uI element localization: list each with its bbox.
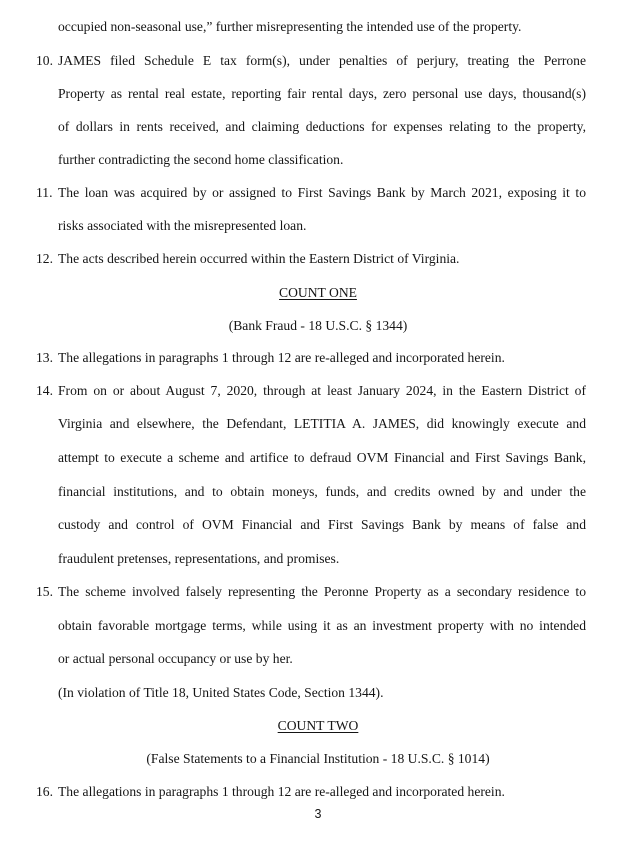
- count-one-statute: (Bank Fraud - 18 U.S.C. § 1344): [228, 318, 408, 333]
- paragraph-line: JAMES filed Schedule E tax form(s), under penalties of perjury, treating the Perrone: [58, 53, 586, 68]
- paragraph-number: 13.: [36, 350, 53, 365]
- paragraph-line: financial institutions, and to obtain moneys, funds, and credits owned by and under the: [58, 484, 586, 499]
- paragraph-9-continuation: occupied non-seasonal use,” further misrepresenting the intended use of the property.: [58, 19, 522, 34]
- count-one-heading: [0, 285, 636, 301]
- paragraph-line: The scheme involved falsely representing the Peronne Property as a secondary residence to: [58, 584, 586, 599]
- paragraph-line: Property as rental real estate, reporting fair rental days, zero personal use days, thousand(s): [58, 86, 586, 101]
- paragraph-line: From on or about August 7, 2020, through at least January 2024, in the Eastern District of: [58, 383, 586, 398]
- paragraph-line: The loan was acquired by or assigned to First Savings Bank by March 2021, exposing it to: [58, 185, 586, 200]
- paragraph-line: further contradicting the second home classification.: [58, 152, 344, 167]
- paragraph-line: The allegations in paragraphs 1 through 12 are re-alleged and incorporated herein.: [58, 350, 505, 365]
- paragraph-line: The acts described herein occurred within the Eastern District of Virginia.: [58, 251, 460, 266]
- paragraph-line: fraudulent pretenses, representations, and promises.: [58, 551, 340, 566]
- paragraph-line: Virginia and elsewhere, the Defendant, LETITIA A. JAMES, did knowingly execute and: [58, 416, 586, 431]
- paragraph-line: The allegations in paragraphs 1 through 12 are re-alleged and incorporated herein.: [58, 784, 505, 799]
- paragraph-number: 10.: [36, 53, 53, 68]
- paragraph-number: 11.: [36, 185, 53, 200]
- paragraph-number: 14.: [36, 383, 53, 398]
- paragraph-number: 16.: [36, 784, 53, 799]
- paragraph-line: or actual personal occupancy or use by her.: [58, 651, 293, 666]
- paragraph-line: custody and control of OVM Financial and First Savings Bank by means of false and: [58, 517, 586, 532]
- paragraph-line: obtain favorable mortgage terms, while using it as an investment property with no intended: [58, 618, 586, 633]
- violation-citation: (In violation of Title 18, United States Code, Section 1344).: [58, 685, 384, 700]
- count-two-title: COUNT TWO: [277, 718, 359, 733]
- paragraph-line: attempt to execute a scheme and artifice to defraud OVM Financial and First Savings Bank,: [58, 450, 586, 465]
- count-two-heading: [0, 718, 636, 734]
- count-one-title: COUNT ONE: [279, 285, 357, 300]
- paragraph-number: 15.: [36, 584, 53, 599]
- paragraph-line: risks associated with the misrepresented loan.: [58, 218, 307, 233]
- page-number: 3: [314, 807, 322, 821]
- paragraph-line: of dollars in rents received, and claiming deductions for expenses relating to the property,: [58, 119, 586, 134]
- paragraph-number: 12.: [36, 251, 53, 266]
- count-two-statute: (False Statements to a Financial Institution - 18 U.S.C. § 1014): [146, 751, 490, 766]
